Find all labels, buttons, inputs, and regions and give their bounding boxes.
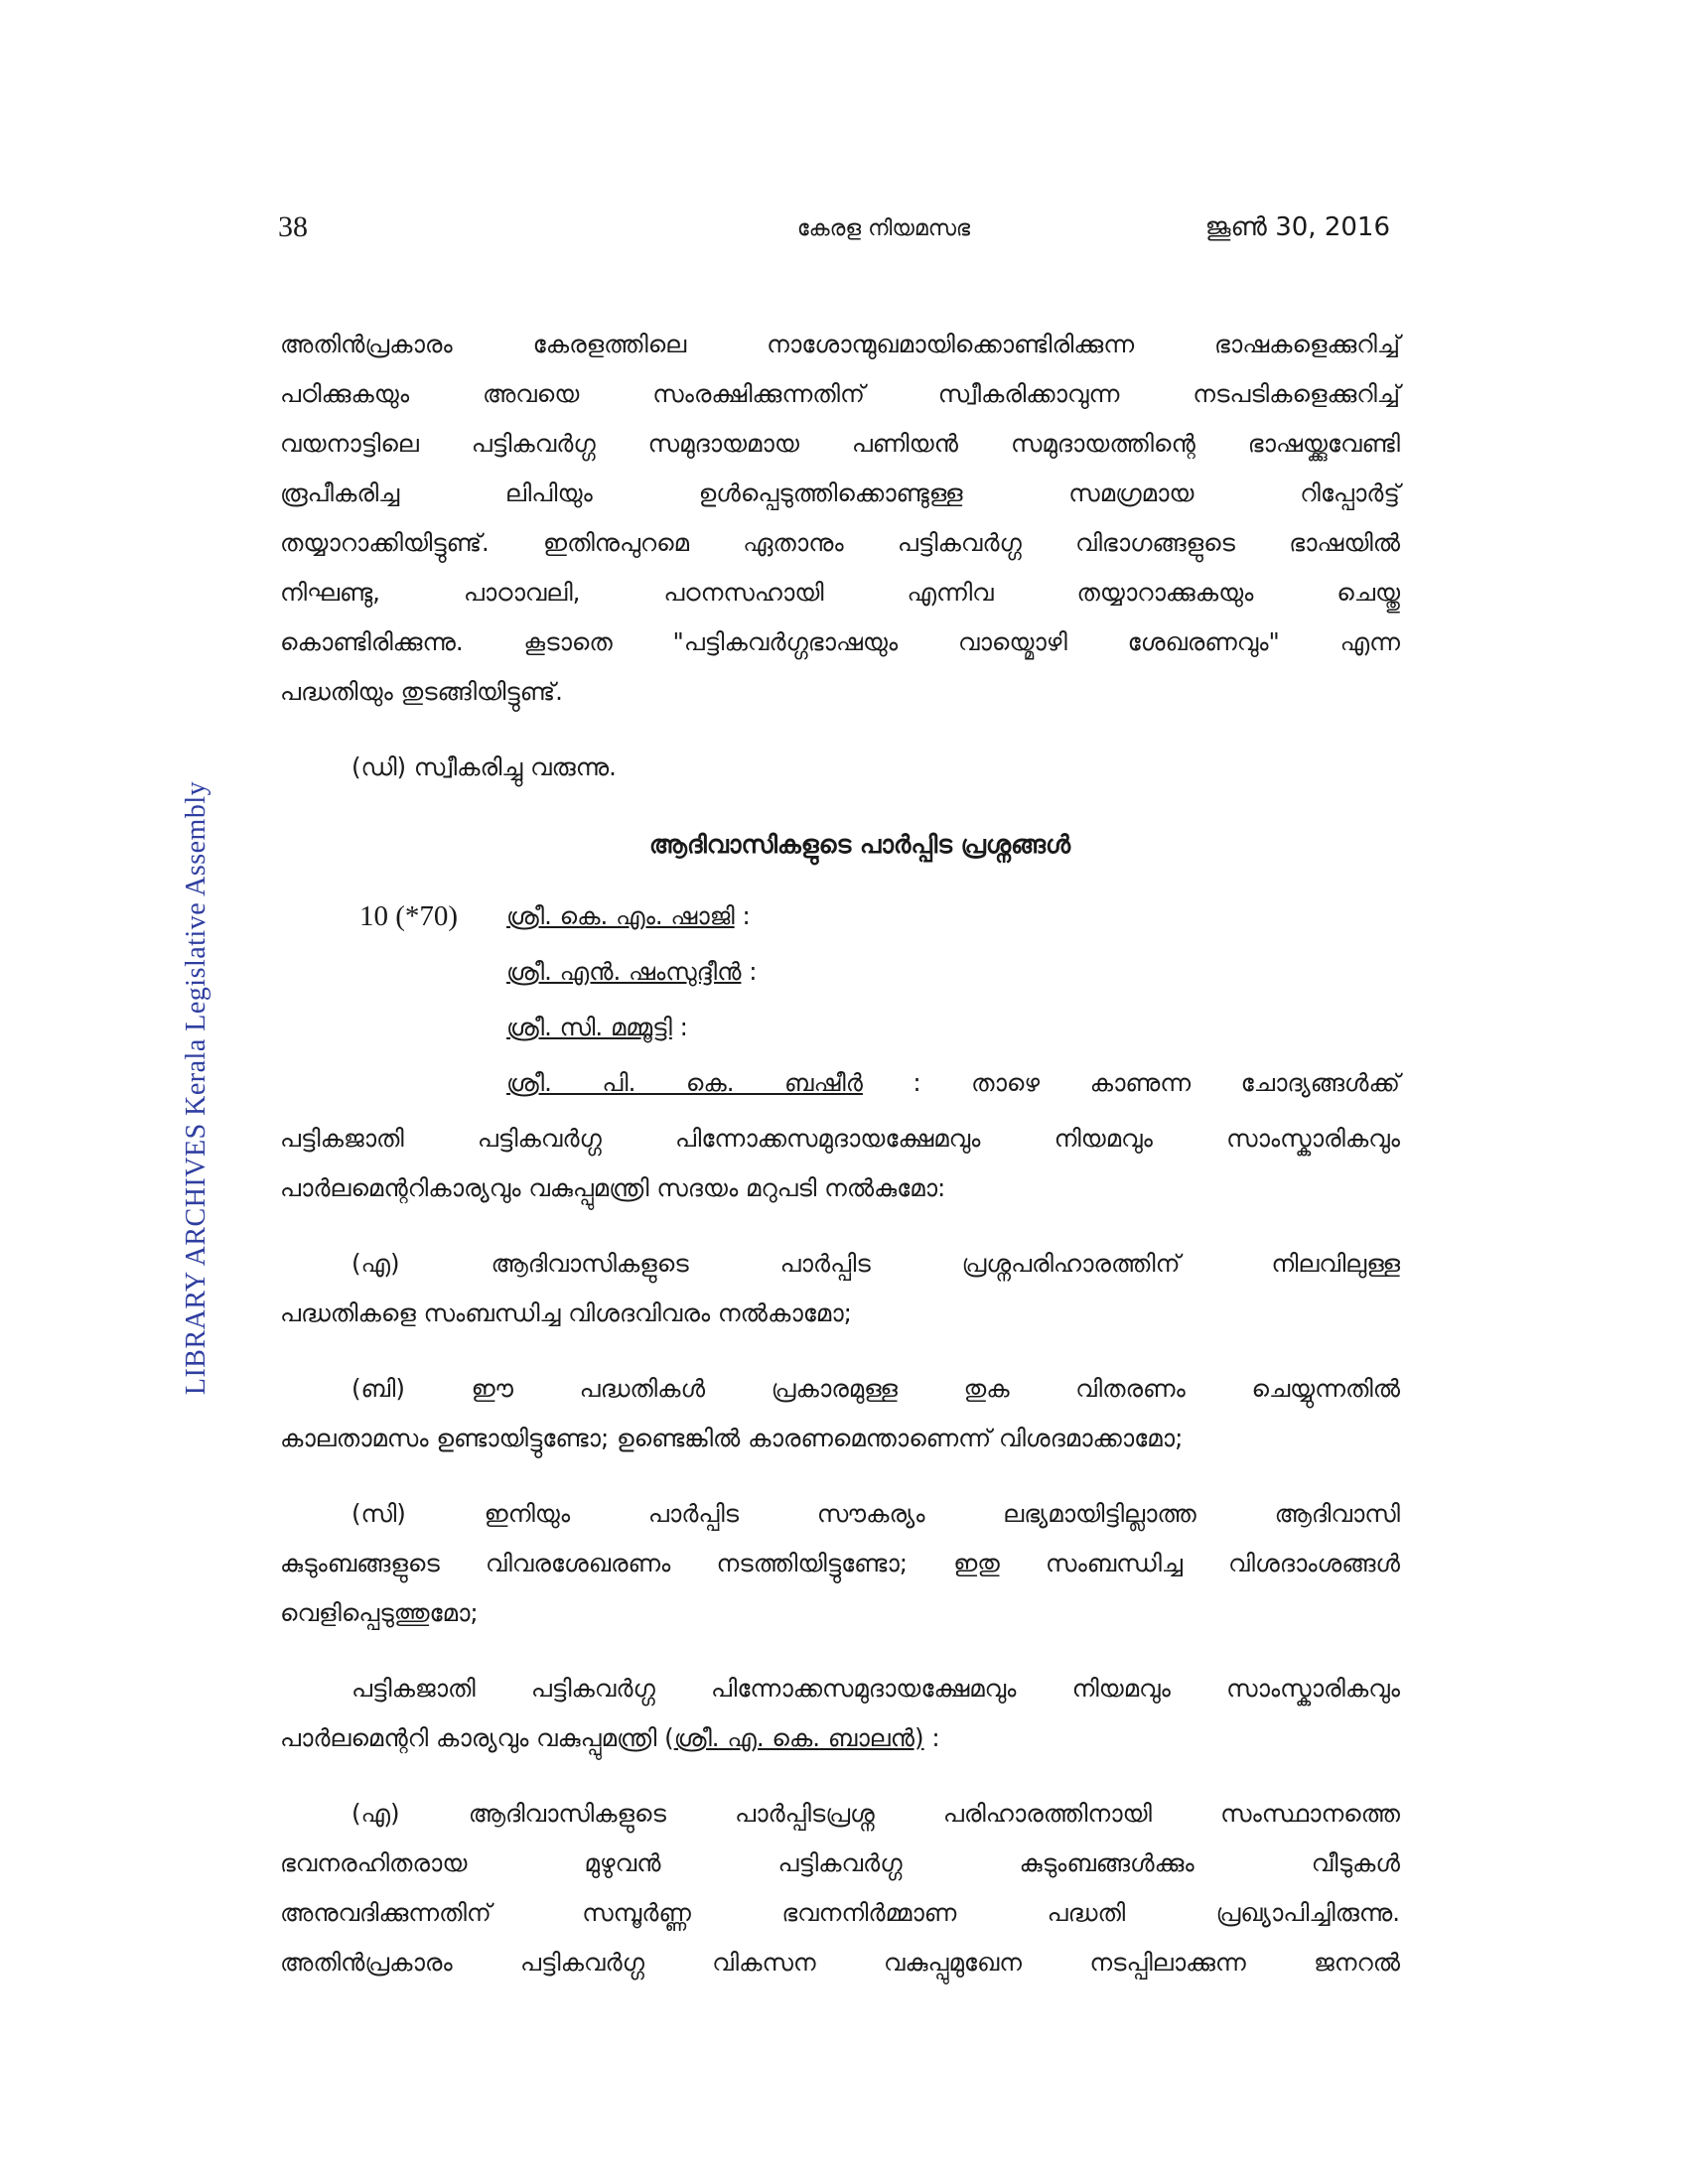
addressee-line: പാർലമെന്ററികാര്യവും വകുപ്പുമന്ത്രി സദയം മറുപടി നൽകുമോ: xyxy=(280,1173,946,1202)
minister-title: പാർലമെന്ററി കാര്യവും വകുപ്പുമന്ത്രി ( xyxy=(280,1723,674,1752)
intro-line: തയ്യാറാക്കിയിട്ടുണ്ട്. ഇതിനുപുറമെ ഏതാനും പട്ടികവർഗ്ഗ വിഭാഗങ്ങളുടെ ഭാഷയിൽ xyxy=(280,528,1400,557)
item-line xyxy=(280,1588,1400,1638)
watermark-text: LIBRARY ARCHIVES Kerala Legislative Assembly xyxy=(181,780,211,1396)
section-heading: ആദിവാസികളുടെ പാർപ്പിട പ്രശ്നങ്ങൾ xyxy=(648,830,1071,859)
member-line xyxy=(506,1058,1400,1108)
page-body xyxy=(280,320,1400,1987)
member-name: ശ്രീ. കെ. എം. ഷാജി xyxy=(506,901,735,930)
intro-line: വയനാട്ടിലെ പട്ടികവർഗ്ഗ സമുദായമായ പണിയൻ സമുദായത്തിന്റെ ഭാഷയ്ക്കുവേണ്ടി xyxy=(280,429,1400,458)
item-line: പദ്ധതികളെ സംബന്ധിച്ച വിശദവിവരം നൽകാമോ; xyxy=(280,1298,852,1327)
minister-suffix: : xyxy=(923,1723,940,1752)
item-text: മോ; xyxy=(429,1598,479,1627)
answer-line: അതിൻപ്രകാരം പട്ടികവർഗ്ഗ വികസന വകുപ്പുമുഖേന നടപ്പിലാക്കുന്ന ജനറൽ xyxy=(280,1948,1400,1977)
intro-line: നിഘണ്ടു, പാഠാവലി, പഠനസഹായി എന്നിവ തയ്യാറാക്കുകയും ചെയ്തു xyxy=(280,578,1400,607)
item-line: കുടുംബങ്ങളുടെ വിവരശേഖരണം നടത്തിയിട്ടുണ്ടോ; ഇതു സംബന്ധിച്ച വിശദാംശങ്ങൾ xyxy=(280,1549,1400,1577)
question-block xyxy=(280,891,1400,1114)
item-line: (ബി) ഈ പദ്ധതികൾ പ്രകാരമുള്ള തുക വിതരണം ചെയ്യുന്നതിൽ xyxy=(352,1374,1400,1403)
answer-line: ഭവനരഹിതരായ മുഴുവൻ പട്ടികവർഗ്ഗ കുടുംബങ്ങൾക്കും വീടുകൾ xyxy=(280,1848,1400,1877)
member-suffix: : xyxy=(671,1013,688,1041)
minister-line xyxy=(280,1713,1400,1763)
member-name: ശ്രീ. പി. കെ. ബഷീർ xyxy=(506,1068,863,1097)
member-line xyxy=(506,891,751,941)
minister-name: ശ്രീ. എ. കെ. ബാലൻ) xyxy=(673,1723,924,1752)
item-text: വെളിപ്പെടു xyxy=(280,1598,394,1627)
question-addressee xyxy=(280,1114,1400,1213)
question-number: 10 (*70) xyxy=(359,900,459,932)
question-item-c xyxy=(280,1489,1400,1638)
item-text-underlined: ത്തു xyxy=(393,1598,430,1627)
minister-line: പട്ടികജാതി പട്ടികവർഗ്ഗ പിന്നോക്കസമുദായക്ഷേമവും നിയമവും സാംസ്കാരികവും xyxy=(352,1674,1400,1703)
page-date: ജൂൺ 30, 2016 xyxy=(1204,212,1390,242)
intro-line: പഠിക്കുകയും അവയെ സംരക്ഷിക്കുന്നതിന് സ്വീകരിക്കാവുന്ന നടപടികളെക്കുറിച്ച് xyxy=(280,379,1400,408)
question-item-b xyxy=(280,1364,1400,1463)
minister-intro xyxy=(280,1664,1400,1763)
member-name: ശ്രീ. സി. മമ്മൂട്ടി xyxy=(506,1013,672,1041)
intro-paragraph xyxy=(280,320,1400,717)
answer-line: അനുവദിക്കുന്നതിന് സമ്പൂർണ്ണ ഭവനനിർമ്മാണ പദ്ധതി പ്രഖ്യാപിച്ചിരുന്നു. xyxy=(280,1898,1400,1927)
answer-d: (ഡി) സ്വീകരിച്ചു വരുന്നു. xyxy=(352,752,617,781)
intro-line: പദ്ധതിയും തുടങ്ങിയിട്ടുണ്ട്. xyxy=(280,677,563,706)
addressee-line: പട്ടികജാതി പട്ടികവർഗ്ഗ പിന്നോക്കസമുദായക്ഷേമവും നിയമവും സാംസ്കാരികവും xyxy=(280,1124,1400,1153)
item-line: (സി) ഇനിയും പാർപ്പിട സൗകര്യം ലഭ്യമായിട്ടില്ലാത്ത ആദിവാസി xyxy=(352,1499,1400,1528)
answer-a xyxy=(280,1789,1400,1987)
member-suffix: : xyxy=(741,957,758,986)
item-line: കാലതാമസം ഉണ്ടായിട്ടുണ്ടോ; ഉണ്ടെങ്കിൽ കാരണമെന്താണെന്ന് വിശദമാക്കാമോ; xyxy=(280,1424,1184,1452)
answer-line: (എ) ആദിവാസികളുടെ പാർപ്പിടപ്രശ്ന പരിഹാരത്തിനായി സംസ്ഥാനത്തെ xyxy=(352,1799,1400,1828)
intro-line: രൂപീകരിച്ച ലിപിയും ഉൾപ്പെടുത്തിക്കൊണ്ടുള്ള സമഗ്രമായ റിപ്പോർട്ട് xyxy=(280,478,1400,507)
intro-line: അതിൻപ്രകാരം കേരളത്തിലെ നാശോന്മുഖമായിക്കൊണ്ടിരിക്കുന്ന ഭാഷകളെക്കുറിച്ച് xyxy=(280,330,1400,358)
question-item-a xyxy=(280,1239,1400,1338)
member-name: ശ്രീ. എൻ. ഷംസുദ്ദീൻ xyxy=(506,957,742,986)
page-number: 38 xyxy=(278,210,308,243)
member-question-intro: : താഴെ കാണുന്ന ചോദ്യങ്ങൾക്ക് xyxy=(862,1068,1400,1097)
member-line xyxy=(506,1003,688,1052)
running-title: കേരള നിയമസഭ xyxy=(796,216,971,241)
member-line xyxy=(506,947,757,997)
member-suffix: : xyxy=(734,901,751,930)
item-line: (എ) ആദിവാസികളുടെ പാർപ്പിട പ്രശ്നപരിഹാരത്തിന് നിലവിലുള്ള xyxy=(352,1249,1400,1278)
intro-line: കൊണ്ടിരിക്കുന്നു. കൂടാതെ "പട്ടികവർഗ്ഗഭാഷയും വായ്മൊഴി ശേഖരണവും" എന്ന xyxy=(280,627,1400,656)
